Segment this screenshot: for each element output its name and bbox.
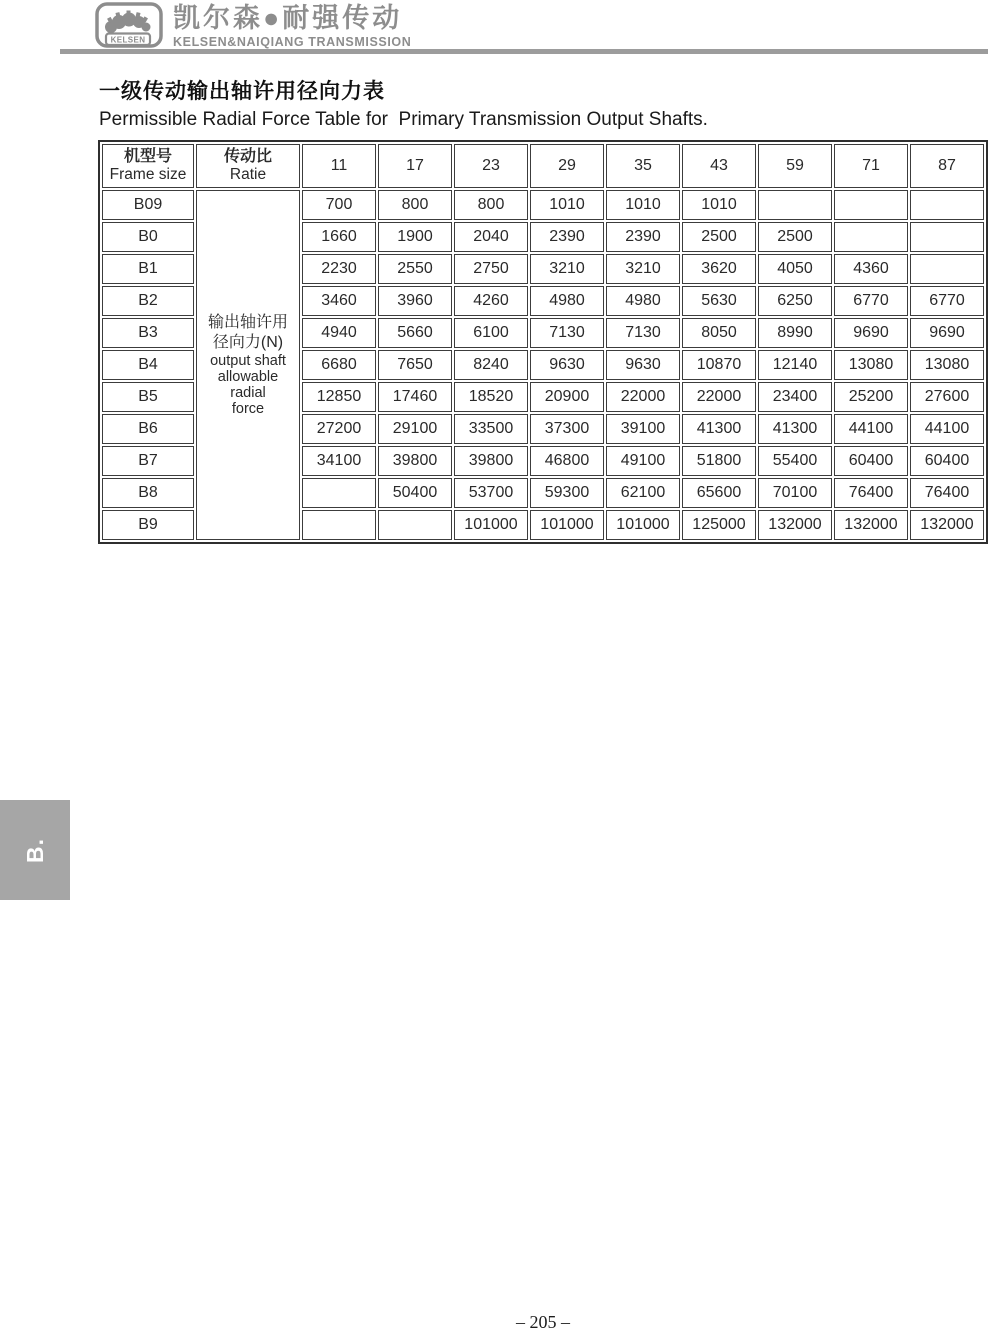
- note-line-cn: 输出轴许用: [207, 313, 288, 331]
- force-value-cell: 7130: [606, 318, 680, 348]
- force-value-cell: 5660: [378, 318, 452, 348]
- note-line-cn: 径向力(N): [212, 333, 284, 351]
- force-value-cell: 6100: [454, 318, 528, 348]
- page-number: – 205 –: [516, 1312, 570, 1332]
- force-value-cell: [910, 254, 984, 284]
- note-line-en: output shaft: [210, 352, 286, 369]
- force-value-cell: 101000: [606, 510, 680, 540]
- force-value-cell: 60400: [910, 446, 984, 476]
- radial-force-table: [98, 140, 988, 544]
- frame-size-cell: B7: [102, 446, 194, 476]
- force-value-cell: 2230: [302, 254, 376, 284]
- force-value-cell: 7650: [378, 350, 452, 380]
- frame-size-cell: B5: [102, 382, 194, 412]
- force-value-cell: 59300: [530, 478, 604, 508]
- force-value-cell: 12850: [302, 382, 376, 412]
- force-value-cell: 46800: [530, 446, 604, 476]
- ratio-header-en: Ratie: [229, 166, 267, 184]
- page-title-english: Permissible Radial Force Table for Primary Transmission Output Shafts.: [99, 109, 708, 131]
- note-line-en: allowable radial: [217, 368, 279, 401]
- force-value-cell: [758, 190, 832, 220]
- force-value-cell: 9630: [606, 350, 680, 380]
- force-value-cell: [378, 510, 452, 540]
- table-header-row: [102, 144, 984, 188]
- ratio-column-header: 87: [910, 144, 984, 188]
- force-value-cell: [302, 510, 376, 540]
- force-value-cell: [910, 190, 984, 220]
- force-value-cell: 9690: [910, 318, 984, 348]
- force-value-cell: 13080: [834, 350, 908, 380]
- force-value-cell: 76400: [834, 478, 908, 508]
- force-value-cell: 39800: [378, 446, 452, 476]
- force-value-cell: 7130: [530, 318, 604, 348]
- force-value-cell: 22000: [606, 382, 680, 412]
- force-value-cell: 27600: [910, 382, 984, 412]
- force-value-cell: 34100: [302, 446, 376, 476]
- force-value-cell: [302, 478, 376, 508]
- force-value-cell: 8990: [758, 318, 832, 348]
- force-value-cell: 22000: [682, 382, 756, 412]
- force-value-cell: 1900: [378, 222, 452, 252]
- force-value-cell: 76400: [910, 478, 984, 508]
- force-value-cell: 800: [454, 190, 528, 220]
- kelsen-logo-icon: [95, 2, 163, 48]
- force-value-cell: 2040: [454, 222, 528, 252]
- force-value-cell: 101000: [530, 510, 604, 540]
- force-value-cell: 4980: [530, 286, 604, 316]
- force-value-cell: 4940: [302, 318, 376, 348]
- force-value-cell: 8050: [682, 318, 756, 348]
- ratio-column-header: 29: [530, 144, 604, 188]
- force-value-cell: 41300: [758, 414, 832, 444]
- force-value-cell: 10870: [682, 350, 756, 380]
- force-value-cell: 51800: [682, 446, 756, 476]
- force-value-cell: 33500: [454, 414, 528, 444]
- table-row: [102, 190, 984, 220]
- ratio-column-header: 59: [758, 144, 832, 188]
- force-value-cell: 132000: [910, 510, 984, 540]
- frame-size-cell: B2: [102, 286, 194, 316]
- frame-size-cell: B3: [102, 318, 194, 348]
- force-value-cell: 2750: [454, 254, 528, 284]
- force-value-cell: 2390: [530, 222, 604, 252]
- force-value-cell: 1010: [530, 190, 604, 220]
- ratio-column-header: 71: [834, 144, 908, 188]
- force-value-cell: 53700: [454, 478, 528, 508]
- force-value-cell: 23400: [758, 382, 832, 412]
- force-value-cell: 1010: [606, 190, 680, 220]
- ratio-column-header: 17: [378, 144, 452, 188]
- frame-size-cell: B9: [102, 510, 194, 540]
- ratio-column-header: 23: [454, 144, 528, 188]
- force-value-cell: 62100: [606, 478, 680, 508]
- force-value-cell: 39800: [454, 446, 528, 476]
- section-tab-label: B.: [21, 837, 48, 863]
- force-value-cell: [910, 222, 984, 252]
- force-value-cell: [834, 190, 908, 220]
- force-value-cell: 4360: [834, 254, 908, 284]
- force-value-cell: 1660: [302, 222, 376, 252]
- force-value-cell: 4980: [606, 286, 680, 316]
- force-value-cell: 3620: [682, 254, 756, 284]
- force-value-cell: 4050: [758, 254, 832, 284]
- force-value-cell: 6680: [302, 350, 376, 380]
- ratio-header-cn: 传动比: [223, 147, 272, 165]
- force-value-cell: 9690: [834, 318, 908, 348]
- force-value-cell: 6250: [758, 286, 832, 316]
- frame-size-cell: B0: [102, 222, 194, 252]
- force-value-cell: 9630: [530, 350, 604, 380]
- brand-text: [173, 2, 411, 49]
- force-value-cell: 6770: [910, 286, 984, 316]
- force-value-cell: 17460: [378, 382, 452, 412]
- force-value-cell: 700: [302, 190, 376, 220]
- allowable-radial-force-note: [196, 190, 300, 540]
- force-value-cell: 18520: [454, 382, 528, 412]
- force-value-cell: 3960: [378, 286, 452, 316]
- force-value-cell: 125000: [682, 510, 756, 540]
- header-divider: [60, 49, 988, 54]
- frame-size-cell: B6: [102, 414, 194, 444]
- ratio-header: [196, 144, 300, 188]
- force-value-cell: 49100: [606, 446, 680, 476]
- frame-size-header-en: Frame size: [109, 166, 187, 184]
- force-value-cell: 132000: [758, 510, 832, 540]
- force-value-cell: 8240: [454, 350, 528, 380]
- force-value-cell: 55400: [758, 446, 832, 476]
- force-value-cell: 1010: [682, 190, 756, 220]
- force-value-cell: 37300: [530, 414, 604, 444]
- force-value-cell: 44100: [834, 414, 908, 444]
- force-value-cell: 4260: [454, 286, 528, 316]
- frame-size-cell: B1: [102, 254, 194, 284]
- frame-size-cell: B4: [102, 350, 194, 380]
- force-value-cell: 2550: [378, 254, 452, 284]
- force-value-cell: 50400: [378, 478, 452, 508]
- force-value-cell: 44100: [910, 414, 984, 444]
- force-value-cell: 70100: [758, 478, 832, 508]
- ratio-column-header: 35: [606, 144, 680, 188]
- force-value-cell: 39100: [606, 414, 680, 444]
- brand-name-chinese: 凯尔森●耐强传动: [173, 3, 403, 33]
- frame-size-cell: B8: [102, 478, 194, 508]
- force-value-cell: 20900: [530, 382, 604, 412]
- page-title-chinese: 一级传动输出轴许用径向力表: [99, 80, 385, 103]
- force-table-body: [102, 190, 984, 540]
- force-value-cell: 2390: [606, 222, 680, 252]
- force-value-cell: 3210: [606, 254, 680, 284]
- force-value-cell: 3460: [302, 286, 376, 316]
- force-value-cell: 27200: [302, 414, 376, 444]
- frame-size-header: [102, 144, 194, 188]
- title-block: [99, 78, 989, 131]
- force-value-cell: 800: [378, 190, 452, 220]
- section-tab-b: [0, 800, 70, 900]
- force-value-cell: 13080: [910, 350, 984, 380]
- force-value-cell: 65600: [682, 478, 756, 508]
- brand-name-english: KELSEN&NAIQIANG TRANSMISSION: [173, 34, 412, 49]
- force-value-cell: 29100: [378, 414, 452, 444]
- force-value-cell: 41300: [682, 414, 756, 444]
- force-value-cell: 6770: [834, 286, 908, 316]
- frame-size-cell: B09: [102, 190, 194, 220]
- force-value-cell: 2500: [682, 222, 756, 252]
- force-value-cell: 2500: [758, 222, 832, 252]
- force-value-cell: 101000: [454, 510, 528, 540]
- force-value-cell: 5630: [682, 286, 756, 316]
- ratio-column-header: 43: [682, 144, 756, 188]
- kelsen-logo-text: KELSEN: [110, 35, 146, 45]
- force-value-cell: 132000: [834, 510, 908, 540]
- ratio-column-header: 11: [302, 144, 376, 188]
- force-value-cell: 25200: [834, 382, 908, 412]
- force-value-cell: 12140: [758, 350, 832, 380]
- brand-header: [95, 2, 411, 49]
- force-value-cell: 3210: [530, 254, 604, 284]
- force-value-cell: [834, 222, 908, 252]
- frame-size-header-cn: 机型号: [123, 147, 172, 165]
- note-line-en: force: [231, 401, 265, 418]
- force-value-cell: 60400: [834, 446, 908, 476]
